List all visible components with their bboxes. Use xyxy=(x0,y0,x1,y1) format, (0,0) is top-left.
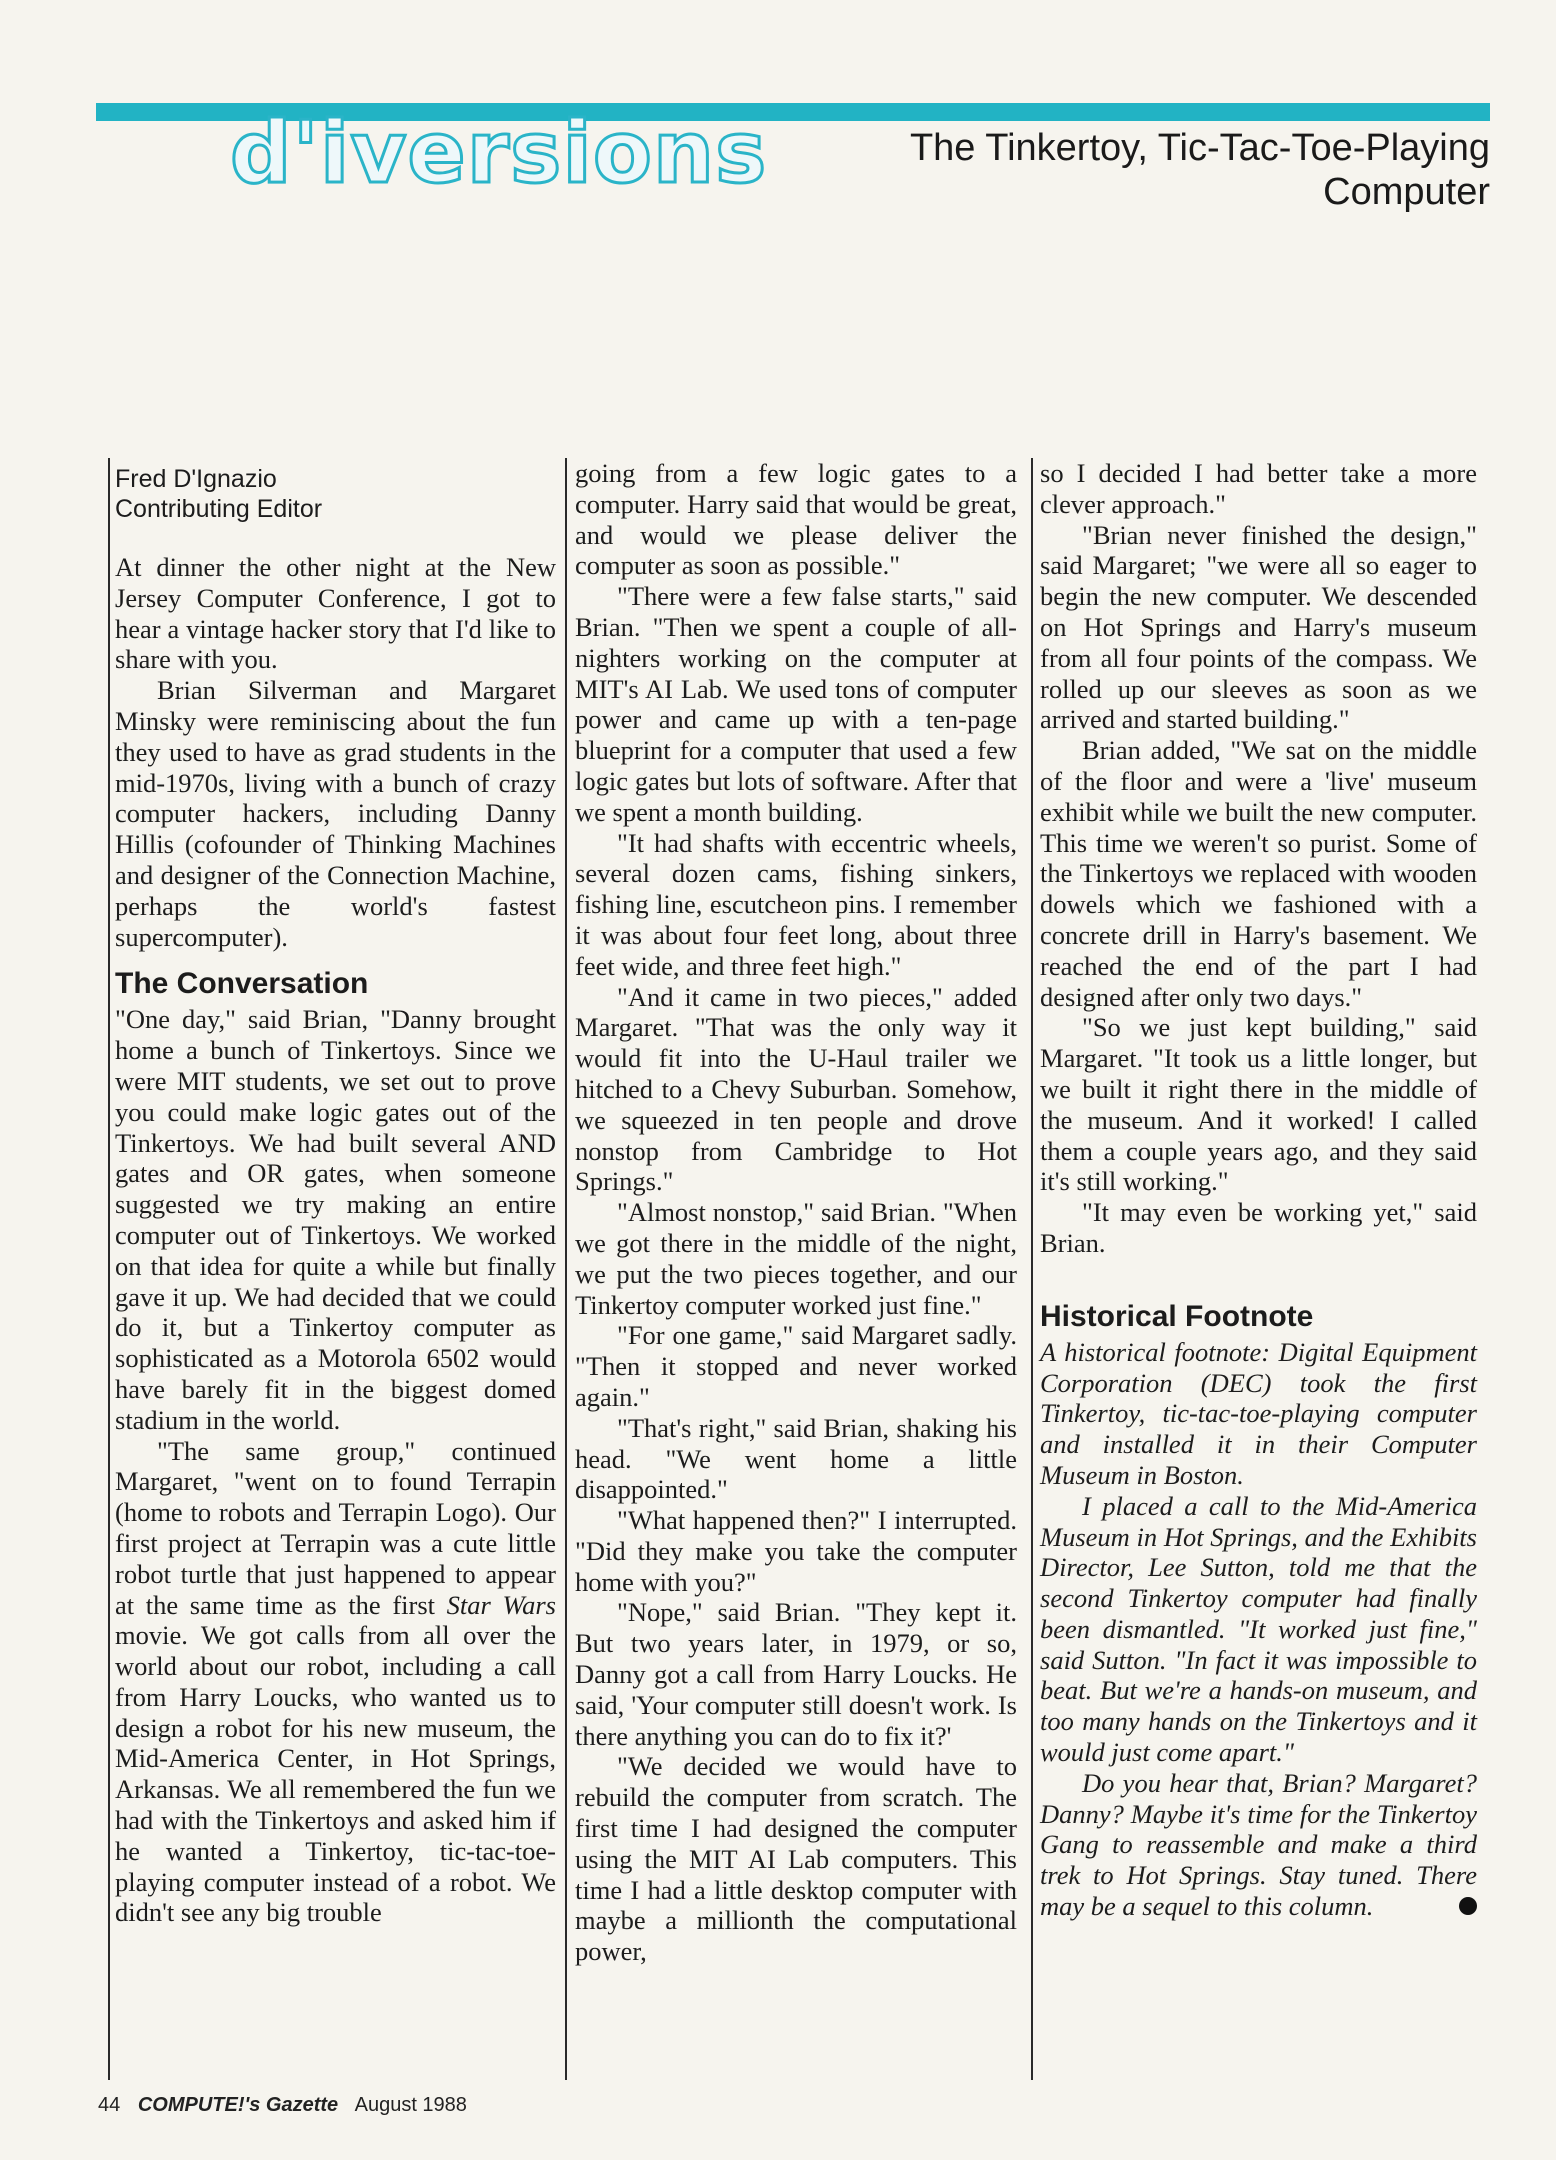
paragraph: "That's right," said Brian, shaking his head. "We went home a little disappointed." xyxy=(575,1412,1017,1505)
author-role: Contributing Editor xyxy=(115,495,323,523)
issue-date: August 1988 xyxy=(354,2094,467,2116)
text-span: movie. We got calls from all over the world about our robot, including a call from Harry Loucks, who wanted us to design a robot for his new museum, the Mid-America Center, in Hot Springs, Arkansas. We all remembered the fun we had with the Tinkertoys and asked him if he wanted a Tinkertoy, tic-tac-toe-playing computer instead of a robot. We didn't see any big trouble xyxy=(115,1620,556,1928)
author-name: Fred D'Ignazio xyxy=(115,465,277,493)
paragraph: "There were a few false starts," said Brian. "Then we spent a couple of all-nighters working on the computer at MIT's AI Lab. We used tons of computer power and came up with a ten-page blueprint for a computer that used a few logic gates but lots of software. After that we spent a month building. xyxy=(575,581,1017,827)
article-title: The Tinkertoy, Tic-Tac-Toe-Playing Computer xyxy=(909,127,1490,213)
section-logo: d'iversions xyxy=(230,103,768,203)
column-1 xyxy=(115,458,556,1928)
paragraph: "We decided we would have to rebuild the computer from scratch. The first time I had designed the computer using the MIT AI Lab computers. This time I had a little desktop computer with maybe a millionth the computational power, xyxy=(575,1751,1017,1967)
paragraph: "One day," said Brian, "Danny brought home a bunch of Tinkertoys. Since we were MIT students, we set out to prove you could make logic gates out of the Tinkertoys. We had built several AND gates and OR gates, when someone suggested we try making an entire computer out of Tinkertoys. We worked on that idea for quite a while but finally gave it up. We had decided that we could do it, but a Tinkertoy computer as sophisticated as a Motorola 6502 would have barely fit in the biggest domed stadium in the world. xyxy=(115,1004,556,1435)
paragraph: Brian Silverman and Margaret Minsky were reminiscing about the fun they used to have as grad students in the mid-1970s, living with a bunch of crazy computer hackers, including Danny Hillis (cofounder of Thinking Machines and designer of the Connection Machine, perhaps the world's fastest supercomputer). xyxy=(115,675,556,952)
paragraph: "What happened then?" I interrupted. "Did they make you take the computer home with you?" xyxy=(575,1505,1017,1597)
paragraph: Brian added, "We sat on the middle of the floor and were a 'live' museum exhibit while we built the new computer. This time we weren't so purist. Some of the Tinkertoys we replaced with wooden dowels which we fashioned with a concrete drill in Harry's basement. We reached the end of the part I had designed after only two days." xyxy=(1040,735,1477,1012)
column-rule xyxy=(1031,458,1033,2080)
paragraph: "Nope," said Brian. "They kept it. But two years later, in 1979, or so, Danny got a call from Harry Loucks. He said, 'Your computer still doesn't work. Is there anything you can do to fix it?' xyxy=(575,1597,1017,1751)
paragraph: I placed a call to the Mid-America Museum in Hot Springs, and the Exhibits Director, Lee Sutton, told me that the second Tinkertoy computer had finally been dismantled. "It worked just fine," said Sutton. "In fact it was impossible to beat. But we're a hands-on museum, and too many hands on the Tinkertoys and it would just come apart." xyxy=(1040,1490,1477,1768)
paragraph: "Almost nonstop," said Brian. "When we got there in the middle of the night, we put the two pieces together, and our Tinkertoy computer worked just fine." xyxy=(575,1197,1017,1320)
column-rule xyxy=(565,458,567,2080)
paragraph: At dinner the other night at the New Jersey Computer Conference, I got to hear a vintage hacker story that I'd like to share with you. xyxy=(115,552,556,675)
column-rule xyxy=(108,458,110,2080)
paragraph: "It may even be working yet," said Brian. xyxy=(1040,1197,1477,1258)
text-span: Do you hear that, Brian? Margaret? Danny? Maybe it's time for the Tinkertoy Gang to reassemble and make a third trek to Hot Springs. Stay tuned. There may be a sequel to this column. xyxy=(1040,1767,1477,1922)
paragraph: "It had shafts with eccentric wheels, several dozen cams, fishing sinkers, fishing line, escutcheon pins. I remember it was about four feet long, about three feet wide, and three feet high." xyxy=(575,827,1017,981)
footnote-block xyxy=(1040,1337,1477,1922)
text-span: "The same group," continued Margaret, "went on to found Terrapin (home to robots and Terrapin Logo). Our first project at Terrapin was a cute little robot turtle that just happened to appear at the same time as the first xyxy=(115,1435,556,1620)
section-heading: The Conversation xyxy=(115,967,369,1001)
page-footer xyxy=(98,2094,467,2117)
paragraph: A historical footnote: Digital Equipment Corporation (DEC) took the first Tinkertoy, tic-tac-toe-playing computer and installed it in their Computer Museum in Boston. xyxy=(1040,1336,1477,1490)
paragraph: going from a few logic gates to a computer. Harry said that would be great, and would we please deliver the computer as soon as possible." xyxy=(575,458,1017,581)
column-2 xyxy=(575,458,1017,1967)
paragraph xyxy=(115,1436,556,1929)
paragraph: "Brian never finished the design," said Margaret; "we were all so eager to begin the new computer. We descended on Hot Springs and Harry's museum from all four points of the compass. We rolled up our sleeves as soon as we arrived and started building." xyxy=(1040,519,1477,735)
column-3 xyxy=(1040,458,1477,1922)
magazine-name: COMPUTE!'s Gazette xyxy=(137,2094,339,2116)
section-heading: Historical Footnote xyxy=(1040,1299,1314,1333)
paragraph: "And it came in two pieces," added Margaret. "That was the only way it would fit into the U-Haul trailer we hitched to a Chevy Suburban. Somehow, we squeezed in ten people and drove nonstop from Cambridge to Hot Springs." xyxy=(575,981,1017,1197)
paragraph: "For one game," said Margaret sadly. "Then it stopped and never worked again." xyxy=(575,1320,1017,1412)
paragraph: "So we just kept building," said Margaret. "It took us a little longer, but we built it right there in the middle of the museum. And it worked! I called them a couple years ago, and they said it's still working." xyxy=(1040,1012,1477,1197)
byline xyxy=(115,464,556,524)
paragraph: so I decided I had better take a more clever approach." xyxy=(1040,458,1477,519)
paragraph xyxy=(1040,1768,1477,1922)
end-mark-icon xyxy=(1459,1897,1477,1915)
page-number: 44 xyxy=(98,2094,121,2116)
movie-title: Star Wars xyxy=(446,1589,556,1620)
